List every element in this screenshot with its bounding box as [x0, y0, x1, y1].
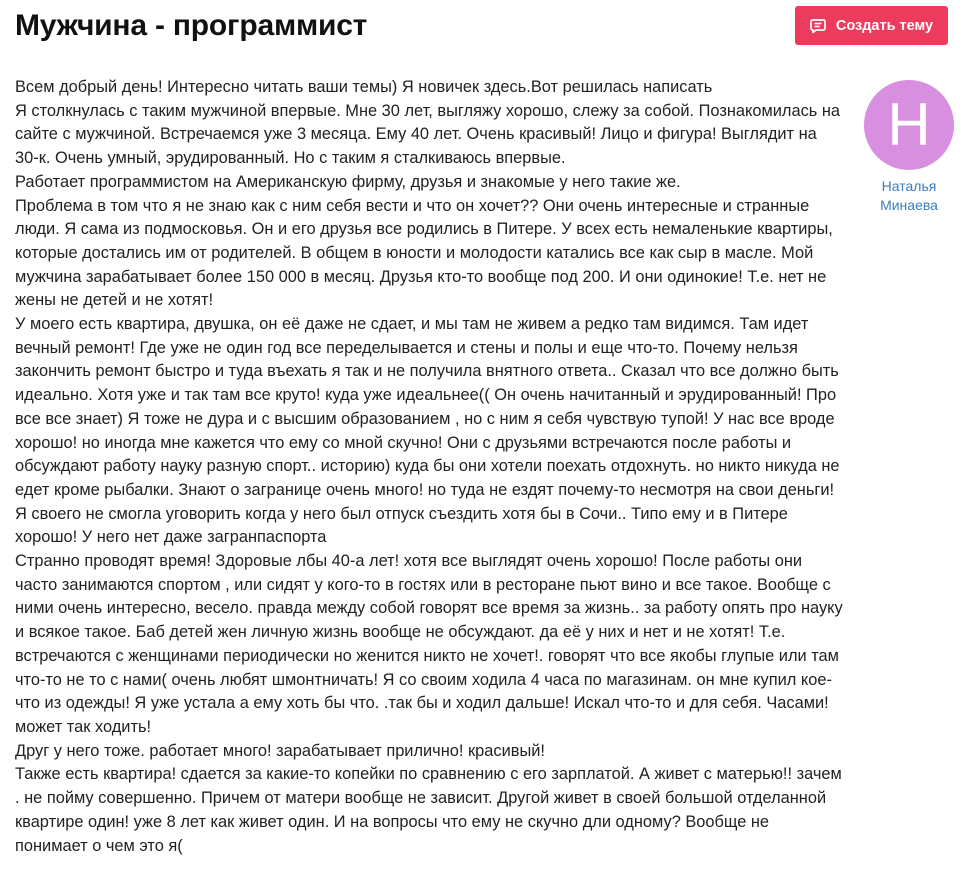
author-name-link[interactable]	[858, 177, 960, 215]
post-paragraph: У моего есть квартира, двушка, он её даже не сдает, и мы там не живем а редко там видимся. Там идет вечный ремонт! Где уже не один год все переделывается и стены и полы и еще что-то. Почему нельзя закончить ремонт быстро и туда въехать я так и не получила внятного ответа.. Сказал что все должно быть идеально. Хотя уже и так там все круто! куда уже идеальнее(( Он очень начитанный и эрудированный! Про все все знает) Я тоже не дура и с высшим образованием , но с ним я себя чувствую тупой! У нас все вроде хорошо! но иногда мне кажется что ему со мной скучно! Они с друзьями встречаются после работы и обсуждают работу науку разную спорт.. историю) куда бы они хотели поехать отдохнуть. но никто никуда не едет кроме рыбалки. Знают о загранице очень много! но туда не ездят почему-то несмотря на свои деньги! Я своего не смогла уговорить когда у него был отпуск съездить хотя бы в Сочи.. Типо ему и в Питере хорошо! У него нет даже загранпаспорта	[15, 315, 840, 547]
avatar[interactable]	[864, 80, 954, 170]
post-paragraph: Всем добрый день! Интересно читать ваши темы) Я новичек здесь.Вот решилась написать	[15, 78, 713, 96]
post-paragraph: Я столкнулась с таким мужчиной впервые. Мне 30 лет, выгляжу хорошо, слежу за собой. Познакомилась на сайте с мужчиной. Встречаемся уже 3 месяца. Ему 40 лет. Очень красивый! Лицо и фигура! Выглядит на 30-к. Очень умный, эрудированный. Но с таким я сталкиваюсь впервые.	[15, 101, 841, 168]
post-paragraph: Друг у него тоже. работает много! зарабатывает прилично! красивый!	[15, 741, 545, 760]
author-last-name: Минаева	[880, 197, 938, 213]
author-first-name: Наталья	[881, 178, 937, 194]
post-paragraph: Проблема в том что я не знаю как с ним себя вести и что он хочет?? Они очень интересные и странные люди. Я сама из подмосковья. Он и его друзья все родились в Питере. У всех есть немаленькие квартиры, которые достались им от родителей. В общем в юности и молодости катались все как сыр в масле. Мой мужчина зарабатывает более 150 000 в месяц. Друзья кто-то вообще под 200. И они одинокие! Т.е. нет не жены не детей и не хотят!	[15, 196, 833, 310]
create-topic-label: Создать тему	[835, 17, 934, 34]
page-title: Мужчина - программист	[15, 9, 368, 42]
post-paragraph: Также есть квартира! сдается за какие-то копейки по сравнению с его зарплатой. А живет с матерью!! зачем . не пойму совершенно. Причем от матери вообще не зависит. Другой живет в своей большой отделанной квартире один! уже 8 лет как живет один. И на вопросы что ему не скучно дли одному? Вообще не понимает о чем это я(	[15, 765, 842, 855]
post-body	[15, 76, 843, 858]
message-square-icon	[810, 18, 826, 34]
post-paragraph: Работает программистом на Американскую фирму, друзья и знакомые у него такие же.	[15, 172, 681, 191]
avatar-letter: Н	[887, 91, 931, 158]
author-card	[858, 80, 960, 215]
post-paragraph: Странно проводят время! Здоровые лбы 40-а лет! хотя все выглядят очень хорошо! После работы они часто занимаются спортом , или сидят у кого-то в гостях или в ресторане пьют вино и все такое. Вообще с ними очень интересно, весело. правда между собой говорят все время за жизнь.. за работу опять про науку и всякое такое. Баб детей жен личную жизнь вообще не обсуждают. да её у них и нет и не хотят! Т.е. встречаются с женщинами периодически но женится никто не хочет!. говорят что все якобы глупые или там что-то не то с нами( очень любят шмонтничать! Я со своим ходила 4 часа по магазинам. он мне купил кое-что из одежды! Я уже устала а ему хоть бы что. .так бы и ходил дальше! Искал что-то и для себя. Часами! может так ходить!	[15, 552, 843, 736]
create-topic-button[interactable]	[795, 6, 948, 45]
